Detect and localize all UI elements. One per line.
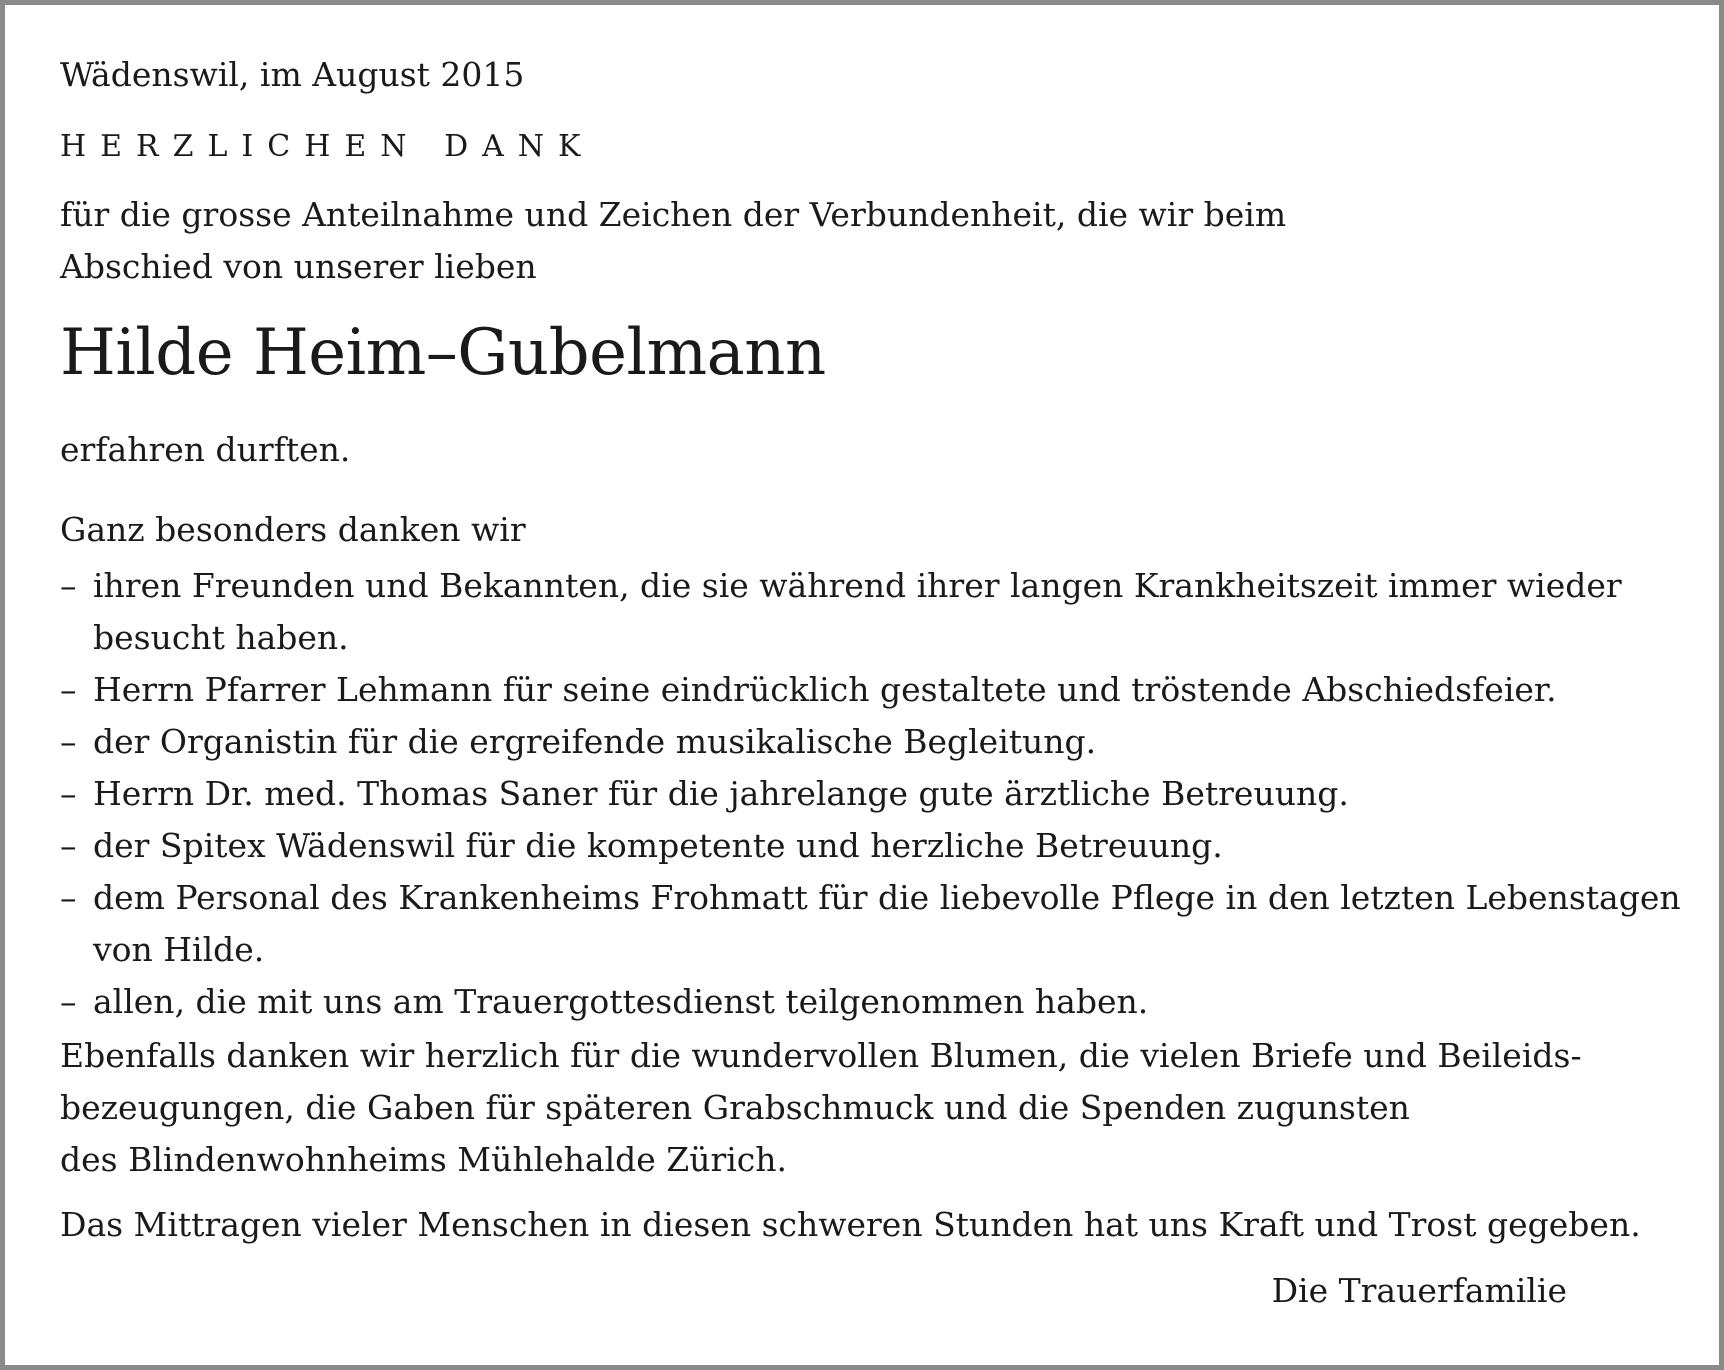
- also-thanks: [60, 1030, 1582, 1186]
- list-item-line: Herrn Dr. med. Thomas Saner für die jahrelange gute ärztliche Betreuung.: [93, 774, 1349, 813]
- list-item: [60, 664, 1681, 716]
- list-item: [60, 976, 1681, 1028]
- also-thanks-line-2: bezeugungen, die Gaben für späteren Grabschmuck und die Spenden zugunsten: [60, 1088, 1410, 1127]
- intro-line-1: für die grosse Anteilnahme und Zeichen der Verbundenheit, die wir beim: [60, 195, 1287, 234]
- list-item-line: besucht haben.: [93, 618, 349, 657]
- list-item: [60, 560, 1681, 664]
- also-thanks-line-3: des Blindenwohnheims Mühlehalde Zürich.: [60, 1140, 788, 1179]
- list-item: [60, 716, 1681, 768]
- list-item: [60, 820, 1681, 872]
- list-dash: –: [60, 566, 77, 605]
- deceased-name: Hilde Heim–Gubelmann: [60, 316, 826, 390]
- list-item-line: ihren Freunden und Bekannten, die sie während ihrer langen Krankheitszeit immer wieder: [93, 566, 1622, 605]
- list-dash: –: [60, 670, 77, 709]
- list-dash: –: [60, 982, 77, 1021]
- place-date: Wädenswil, im August 2015: [60, 55, 525, 94]
- thanks-intro: Ganz besonders danken wir: [60, 510, 526, 549]
- list-dash: –: [60, 722, 77, 761]
- list-dash: –: [60, 878, 77, 917]
- list-item-line: dem Personal des Krankenheims Frohmatt für die liebevolle Pflege in den letzten Lebenstagen: [93, 878, 1681, 917]
- list-item: [60, 872, 1681, 976]
- after-name-text: erfahren durften.: [60, 430, 351, 469]
- heading: HERZLICHEN DANK: [60, 129, 595, 164]
- list-item-line: Herrn Pfarrer Lehmann für seine eindrücklich gestaltete und tröstende Abschiedsfeier.: [93, 670, 1557, 709]
- signature: Die Trauerfamilie: [1271, 1271, 1567, 1310]
- list-item-line: der Organistin für die ergreifende musikalische Begleitung.: [93, 722, 1097, 761]
- list-dash: –: [60, 774, 77, 813]
- list-dash: –: [60, 826, 77, 865]
- list-item-line: allen, die mit uns am Trauergottesdienst teilgenommen haben.: [93, 982, 1149, 1021]
- intro-line-2: Abschied von unserer lieben: [60, 247, 537, 286]
- closing-text: Das Mittragen vieler Menschen in diesen schweren Stunden hat uns Kraft und Trost gegeben.: [60, 1205, 1641, 1244]
- list-item-line: von Hilde.: [93, 930, 265, 969]
- list-item: [60, 768, 1681, 820]
- thanks-list: [60, 560, 1681, 1028]
- also-thanks-line-1: Ebenfalls danken wir herzlich für die wundervollen Blumen, die vielen Briefe und Beileids-: [60, 1036, 1582, 1075]
- list-item-line: der Spitex Wädenswil für die kompetente und herzliche Betreuung.: [93, 826, 1223, 865]
